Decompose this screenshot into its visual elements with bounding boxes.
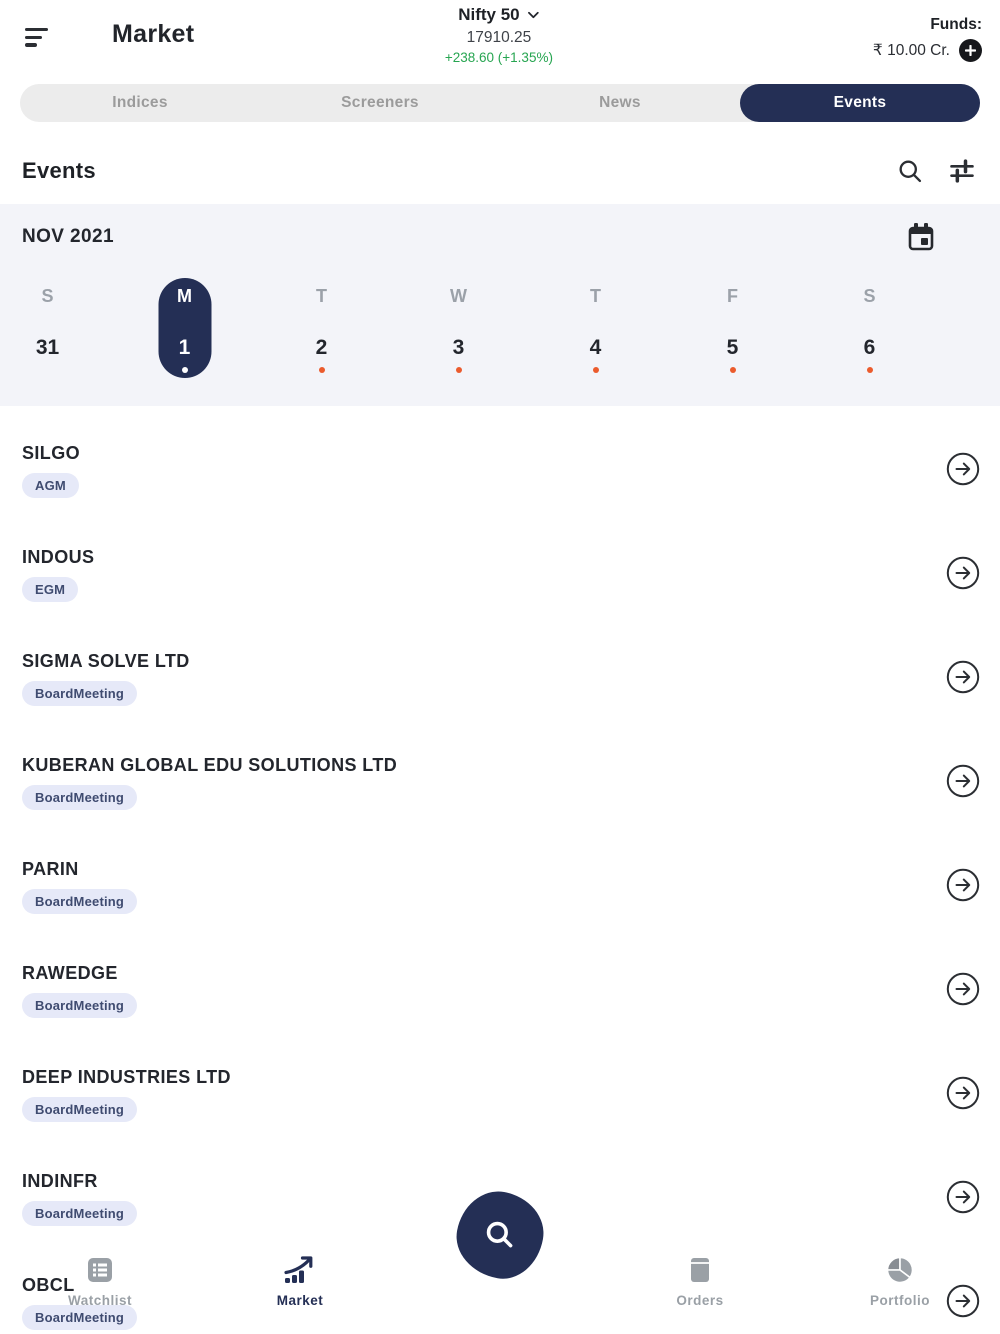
nav-item-portfolio[interactable]: Portfolio: [830, 1254, 970, 1308]
calendar-days-row: [0, 278, 938, 380]
event-dot: [867, 367, 873, 373]
event-dot: [182, 367, 188, 373]
orders-book-icon: [686, 1255, 714, 1285]
index-change: +238.60 (+1.35%): [444, 50, 553, 65]
search-icon[interactable]: [896, 157, 924, 185]
calendar-month-label: NOV 2021: [22, 226, 114, 247]
event-dot: [456, 367, 462, 373]
day-mon-1-selected[interactable]: M 1: [116, 278, 253, 380]
event-row-indous[interactable]: INDOUS EGM: [0, 510, 1000, 614]
pie-chart-icon: [884, 1254, 916, 1286]
events-section-header: [0, 148, 1000, 194]
event-type-badge: EGM: [22, 577, 78, 602]
event-row-parin[interactable]: PARIN BoardMeeting: [0, 822, 1000, 926]
market-tabbar: [20, 84, 980, 122]
calendar-strip: [0, 204, 1000, 406]
nav-item-orders[interactable]: Orders: [630, 1254, 770, 1308]
event-dot: [730, 367, 736, 373]
day-tue-2[interactable]: T 2: [253, 278, 390, 380]
watchlist-list-icon: [85, 1255, 115, 1285]
arrow-right-circle-icon[interactable]: [946, 1180, 980, 1214]
tab-indices[interactable]: Indices: [112, 94, 168, 111]
header: [0, 0, 1000, 84]
event-type-badge: BoardMeeting: [22, 1097, 137, 1122]
arrow-right-circle-icon[interactable]: [946, 660, 980, 694]
event-row-indinfr[interactable]: INDINFR BoardMeeting: [0, 1134, 1000, 1238]
index-name: Nifty 50: [458, 5, 520, 24]
event-type-badge: AGM: [22, 473, 79, 498]
event-dot: [593, 367, 599, 373]
tab-screeners[interactable]: Screeners: [341, 94, 419, 111]
event-row-sigma-solve[interactable]: SIGMA SOLVE LTD BoardMeeting: [0, 614, 1000, 718]
arrow-right-circle-icon[interactable]: [946, 452, 980, 486]
day-sun-31[interactable]: S 31: [35, 286, 60, 359]
event-row-kuberan[interactable]: KUBERAN GLOBAL EDU SOLUTIONS LTD BoardMeeting: [0, 718, 1000, 822]
add-funds-button[interactable]: [959, 39, 982, 62]
event-type-badge: BoardMeeting: [22, 993, 137, 1018]
event-row-obcl[interactable]: OBCL BoardMeeting: [0, 1238, 1000, 1334]
event-row-rawedge[interactable]: RAWEDGE BoardMeeting: [0, 926, 1000, 1030]
search-icon: [482, 1217, 518, 1253]
index-summary[interactable]: [445, 5, 553, 65]
event-type-badge: BoardMeeting: [22, 889, 137, 914]
tab-news[interactable]: News: [599, 94, 641, 111]
arrow-right-circle-icon[interactable]: [946, 972, 980, 1006]
funds-label: Funds:: [930, 16, 982, 33]
arrow-right-circle-icon[interactable]: [946, 556, 980, 590]
event-type-badge: BoardMeeting: [22, 1201, 137, 1226]
event-type-badge: BoardMeeting: [22, 785, 137, 810]
page-title: Market: [112, 20, 195, 48]
plus-icon: [965, 45, 976, 56]
day-wed-3[interactable]: W 3: [390, 278, 527, 380]
arrow-right-circle-icon[interactable]: [946, 1076, 980, 1110]
arrow-right-circle-icon[interactable]: [946, 764, 980, 798]
nav-item-market[interactable]: Market: [230, 1254, 370, 1308]
index-value: 17910.25: [466, 29, 532, 46]
funds-block: [873, 16, 982, 62]
event-type-badge: BoardMeeting: [22, 1305, 137, 1330]
event-dot: [319, 367, 325, 373]
calendar-icon[interactable]: [906, 221, 936, 253]
menu-icon[interactable]: [25, 28, 51, 48]
filter-sliders-icon[interactable]: [948, 157, 976, 185]
nav-item-watchlist[interactable]: Watchlist: [30, 1254, 170, 1308]
day-thu-4[interactable]: T 4: [527, 278, 664, 380]
trending-up-icon: [282, 1254, 318, 1286]
tab-events[interactable]: Events: [740, 84, 980, 122]
funds-value: ₹ 10.00 Cr.: [872, 42, 950, 59]
day-sat-6[interactable]: S 6: [801, 278, 938, 380]
day-fri-5[interactable]: F 5: [664, 278, 801, 380]
section-title: Events: [22, 158, 96, 183]
event-row-silgo[interactable]: SILGO AGM: [0, 406, 1000, 510]
event-row-deep-industries[interactable]: DEEP INDUSTRIES LTD BoardMeeting: [0, 1030, 1000, 1134]
chevron-down-icon: [527, 11, 540, 19]
arrow-right-circle-icon[interactable]: [946, 868, 980, 902]
event-type-badge: BoardMeeting: [22, 681, 137, 706]
